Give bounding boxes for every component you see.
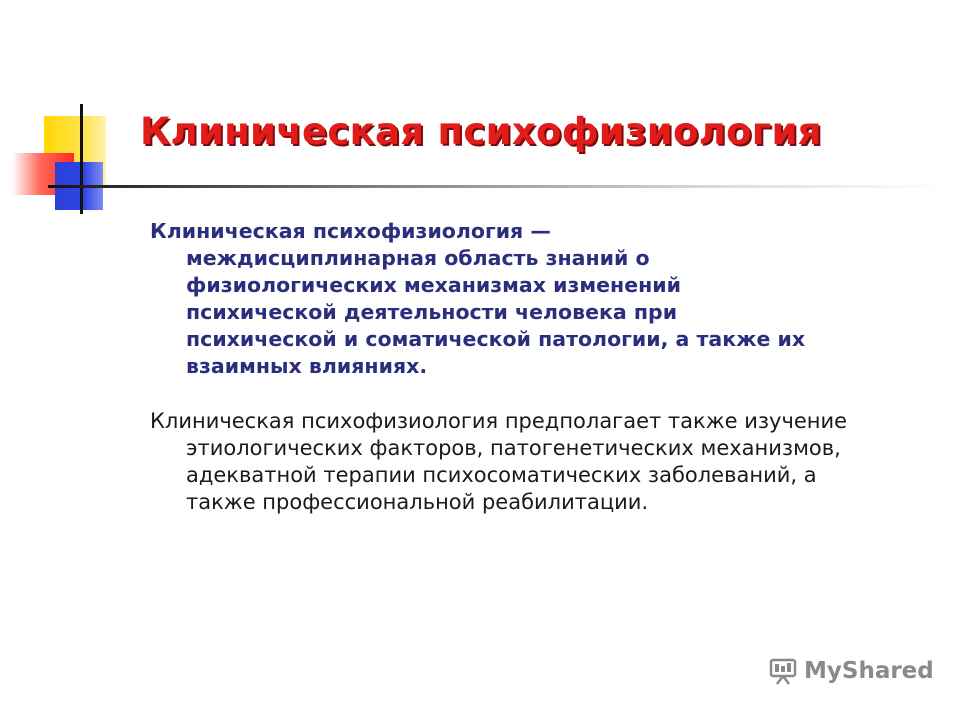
definition-paragraph [150, 218, 805, 380]
slide-title: Клиническая психофизиология [140, 110, 822, 153]
paragraph-line: также профессиональной реабилитации. [186, 490, 649, 514]
paragraph-line: адекватной терапии психосоматических заболеваний, а [186, 463, 817, 487]
paragraph-line: физиологических механизмах изменений [186, 273, 682, 297]
paragraph-line: психической деятельности человека при [186, 300, 678, 324]
paragraph-line: междисциплинарная область знаний о [186, 246, 650, 270]
myshared-watermark[interactable] [768, 656, 934, 686]
paragraph-line: Клиническая психофизиология предполагает также изучение [150, 409, 848, 433]
decorative-vertical-line [80, 104, 83, 214]
paragraph-line: психической и соматической патологии, а также их [186, 327, 806, 351]
watermark-text: MyShared [804, 658, 934, 684]
paragraph-line: Клиническая психофизиология — [150, 219, 551, 243]
paragraph-line: взаимных влияниях. [186, 354, 428, 378]
scope-paragraph [150, 408, 847, 516]
title-underline [48, 185, 948, 188]
presentation-board-icon [768, 656, 798, 686]
paragraph-line: этиологических факторов, патогенетических механизмов, [186, 436, 841, 460]
